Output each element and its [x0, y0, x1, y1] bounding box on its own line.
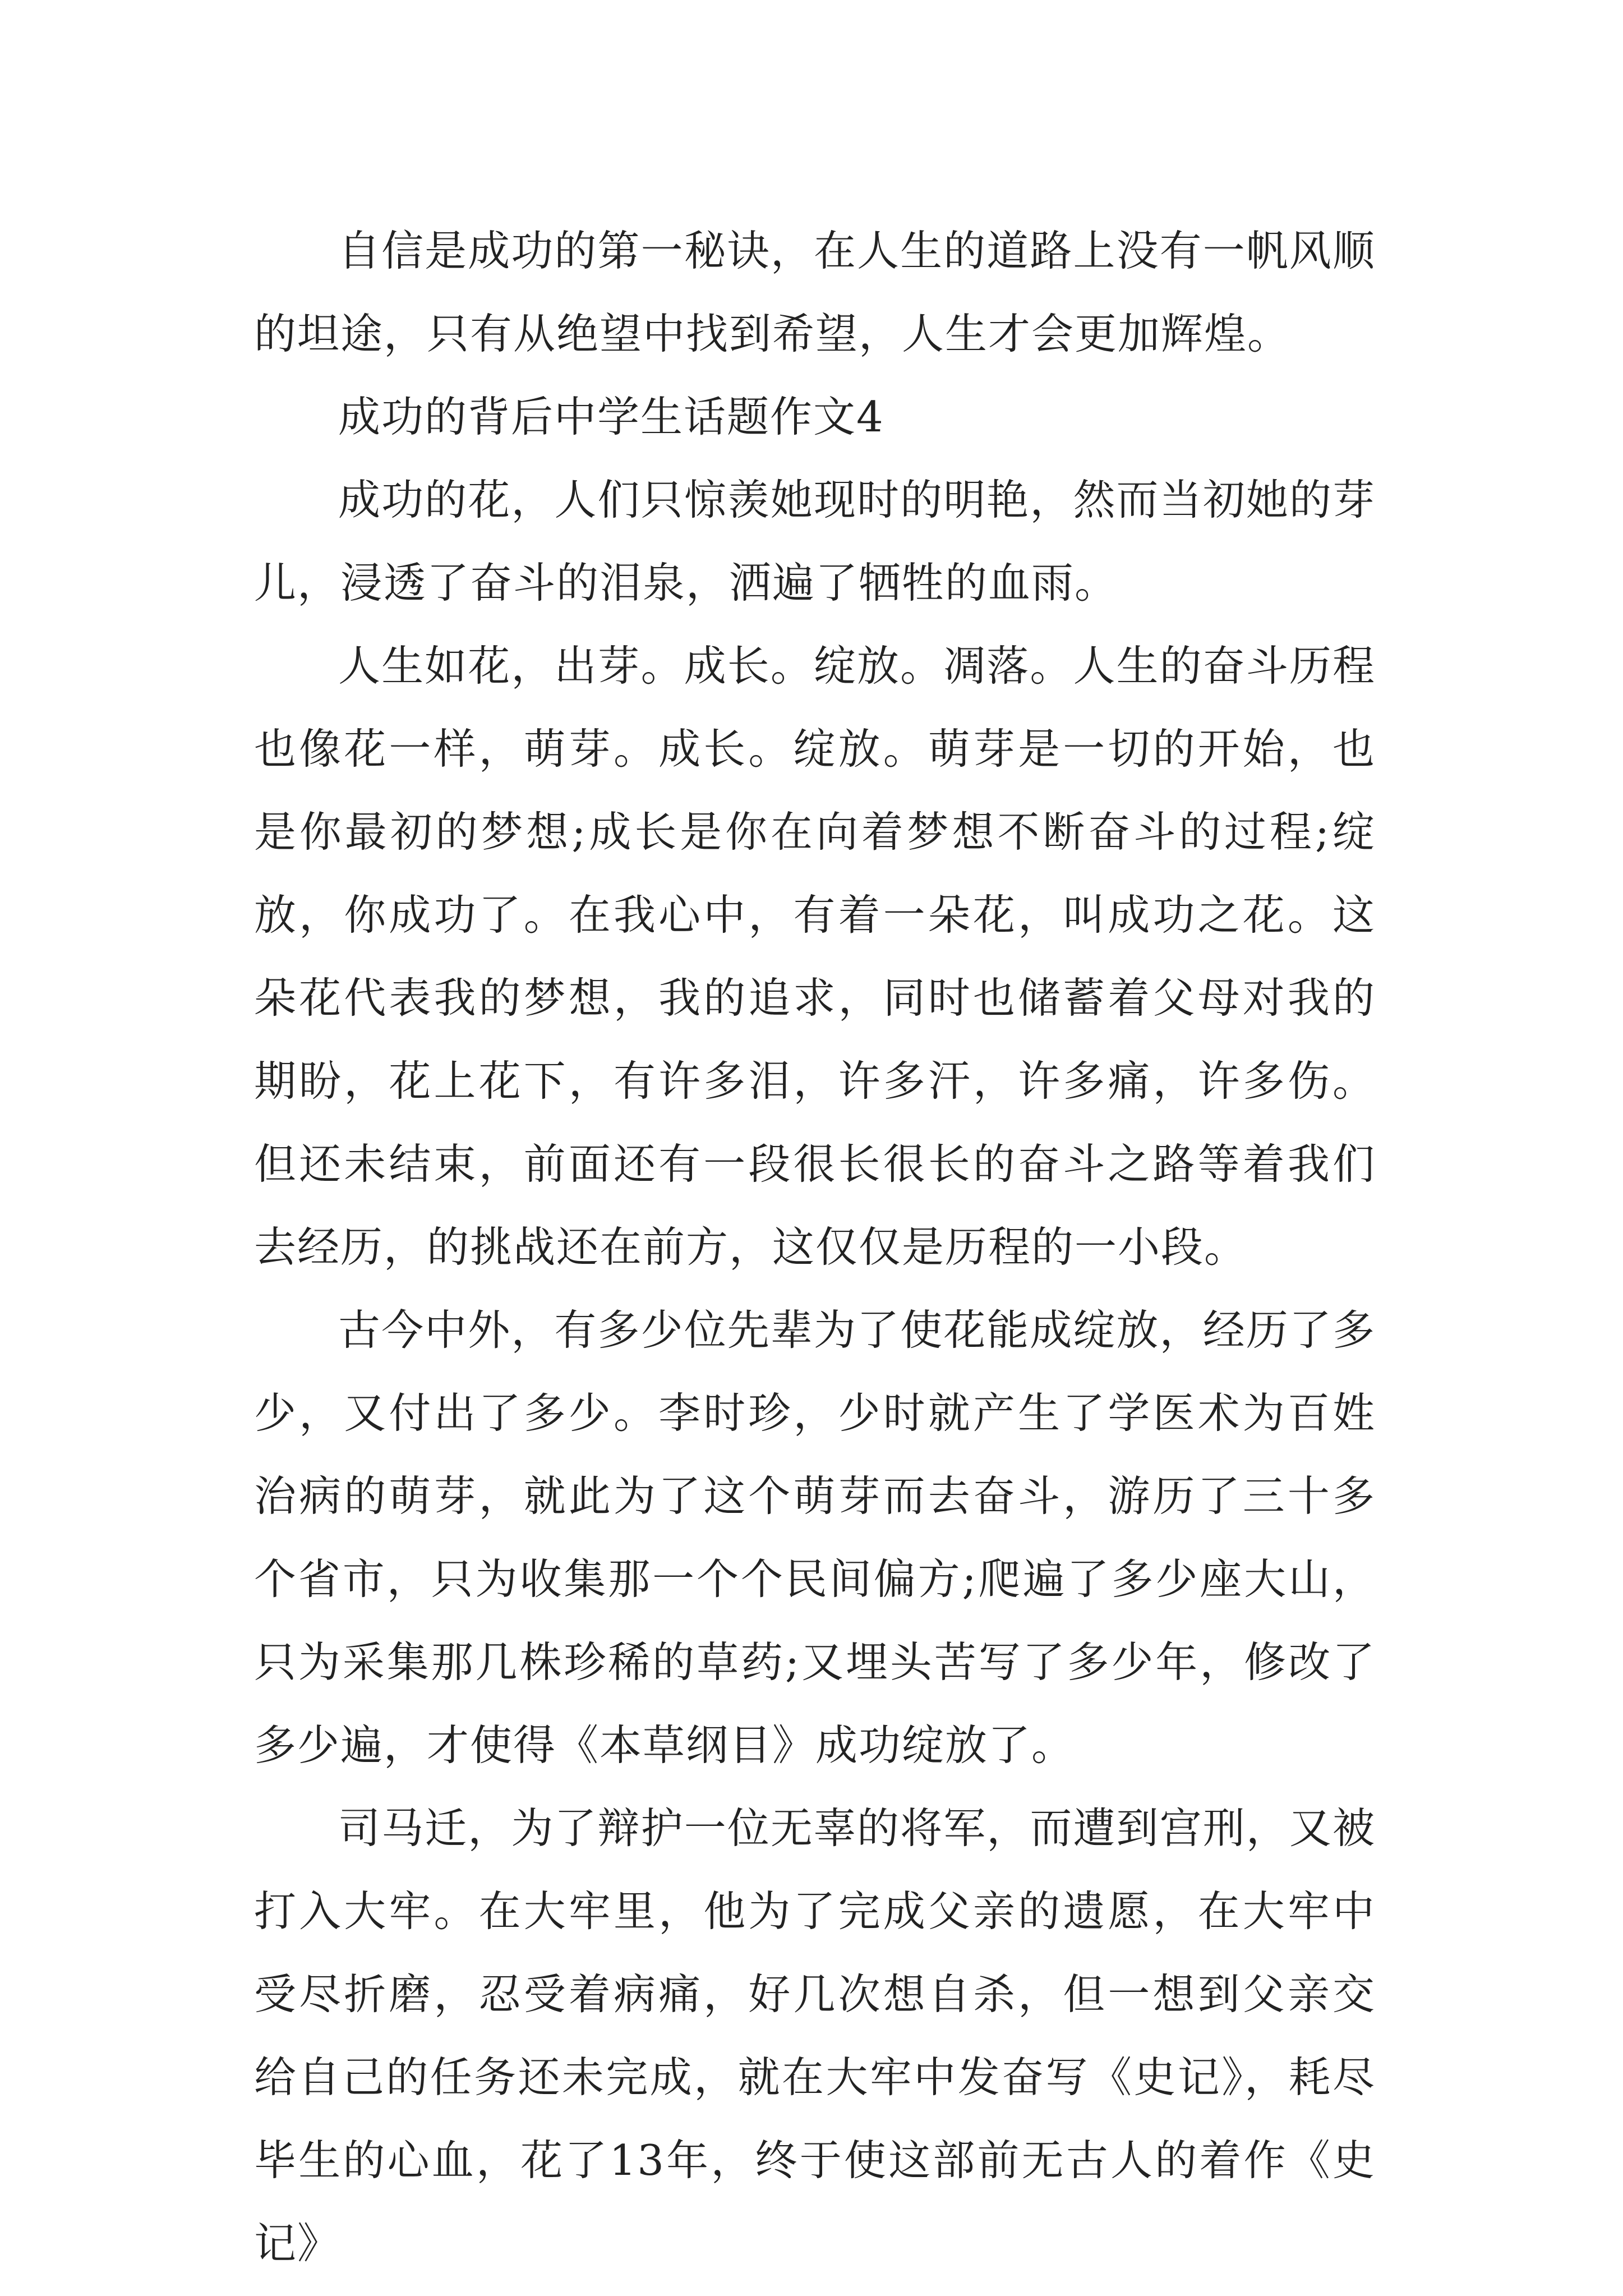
paragraph-flower-of-success: 成功的花，人们只惊羡她现时的明艳，然而当初她的芽儿，浸透了奋斗的泪泉，洒遍了牺牲的血雨。 [254, 475, 1376, 608]
paragraph-li-shizhen: 古今中外，有多少位先辈为了使花能成绽放，经历了多少，又付出了多少。李时珍，少时就产生了学医术为百姓治病的萌芽，就此为了这个萌芽而去奋斗，游历了三十多个省市，只为收集那一个个民间偏方;爬遍了多少座大山，只为采集那几株珍稀的草药;又埋头苦写了多少年，修改了多少遍，才使得《本草纲目》成功绽放了。 [254, 1305, 1376, 1770]
body-text [254, 209, 1376, 2285]
section-heading: 成功的背后中学生话题作文4 [338, 392, 884, 441]
paragraph-sima-qian: 司马迁，为了辩护一位无辜的将军，而遭到宫刑，又被打入大牢。在大牢里，他为了完成父亲的遗愿，在大牢中受尽折磨，忍受着病痛，好几次想自杀，但一想到父亲交给自己的任务还未完成，就在大牢中发奋写《史记》，耗尽毕生的心血，花了13年，终于使这部前无古人的着作《史记》 [254, 1803, 1376, 2268]
paragraph-life-like-flower: 人生如花，出芽。成长。绽放。凋落。人生的奋斗历程也像花一样，萌芽。成长。绽放。萌芽是一切的开始，也是你最初的梦想;成长是你在向着梦想不断奋斗的过程;绽放，你成功了。在我心中，有着一朵花，叫成功之花。这朵花代表我的梦想，我的追求，同时也储蓄着父母对我的期盼，花上花下，有许多泪，许多汗，许多痛，许多伤。但还未结束，前面还有一段很长很长的奋斗之路等着我们去经历，的挑战还在前方，这仅仅是历程的一小段。 [254, 641, 1376, 1272]
paragraph-confidence: 自信是成功的第一秘诀，在人生的道路上没有一帆风顺的坦途，只有从绝望中找到希望，人生才会更加辉煌。 [254, 226, 1376, 358]
